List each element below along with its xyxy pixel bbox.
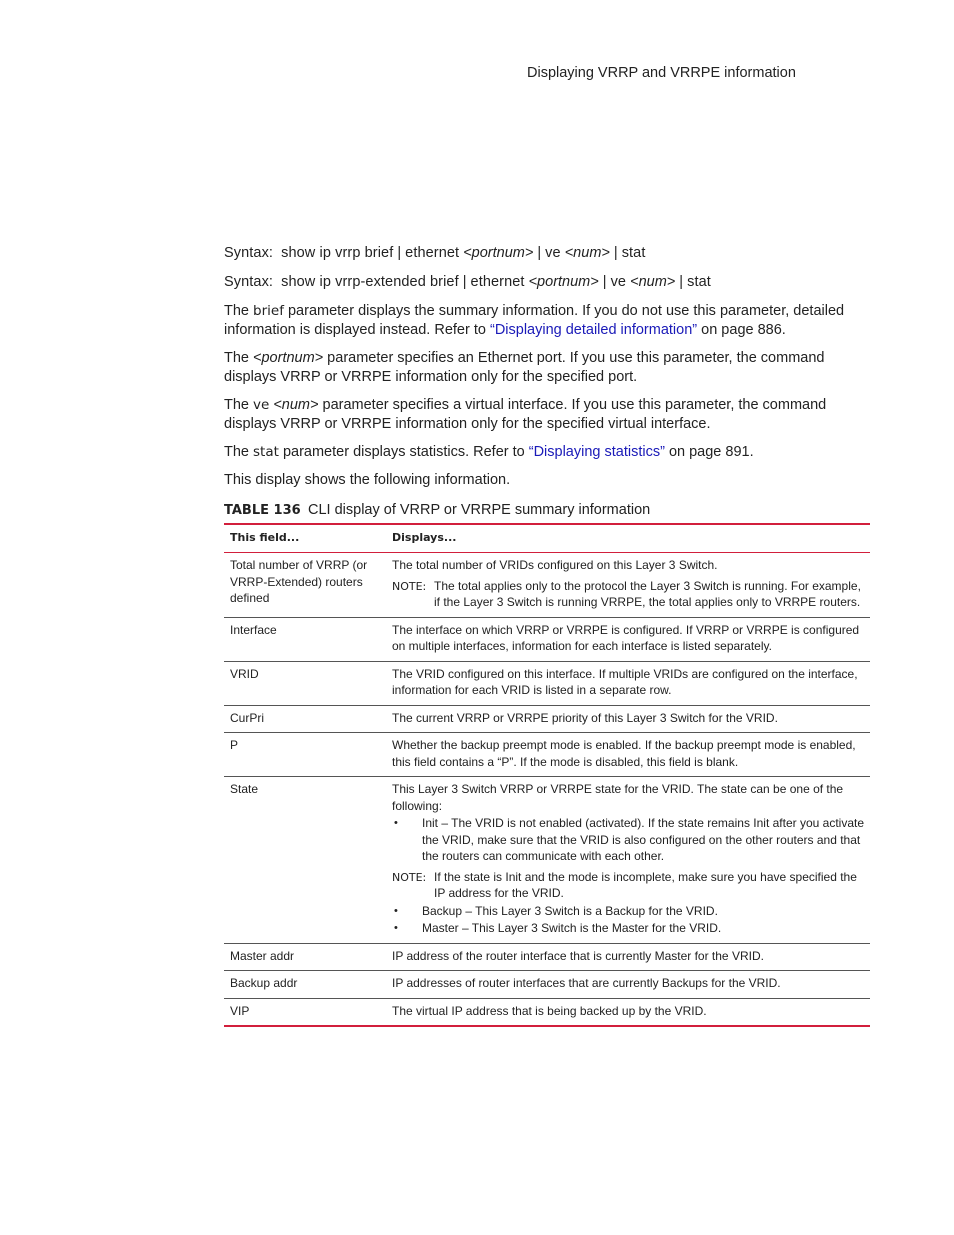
text: The	[224, 397, 254, 413]
link-detailed-information[interactable]: “Displaying detailed information”	[489, 322, 698, 338]
syntax-keyword: ve	[610, 274, 627, 290]
field-name: CurPri	[224, 705, 386, 733]
paragraph-intro: This display shows the following information.	[224, 472, 511, 488]
table-row	[224, 777, 870, 944]
table-row	[224, 971, 870, 999]
note	[392, 869, 864, 902]
bullet-item	[392, 903, 864, 920]
syntax-line-1	[224, 244, 870, 263]
running-header: Displaying VRRP and VRRPE information	[527, 65, 796, 81]
note	[392, 578, 864, 611]
field-description	[386, 777, 870, 944]
table-row	[224, 661, 870, 705]
table-row	[224, 553, 870, 618]
table-row	[224, 998, 870, 1026]
bullet-icon: •	[394, 904, 398, 917]
summary-table	[224, 523, 870, 1027]
table-row	[224, 617, 870, 661]
paragraph-portnum	[224, 349, 870, 387]
syntax-command: show ip vrrp-extended brief	[281, 274, 459, 290]
argument: <num>	[269, 397, 319, 413]
syntax-keyword: ethernet	[470, 274, 525, 290]
table-header-row	[224, 524, 870, 553]
field-description: The virtual IP address that is being backed up by the VRID.	[392, 1003, 707, 1018]
table-number: TABLE 136	[224, 503, 301, 518]
field-description: The VRID configured on this interface. If multiple VRIDs are configured on the interface, information for each VRID is listed in a separate row.	[386, 661, 870, 705]
field-name: VRID	[224, 661, 386, 705]
bullet-icon: •	[394, 922, 398, 934]
syntax-line-2	[224, 273, 870, 292]
table-row	[224, 733, 870, 777]
page-content	[224, 244, 870, 1027]
description-text: This Layer 3 Switch VRRP or VRRPE state for the VRID. The state can be one of the following:	[392, 782, 844, 813]
syntax-separator: |	[675, 274, 688, 290]
note-text: If the state is Init and the mode is incomplete, make sure you have specified the IP address for the VRID.	[434, 869, 857, 900]
argument: <portnum>	[253, 350, 324, 366]
syntax-argument: <num>	[564, 245, 610, 261]
syntax-label: Syntax:	[224, 245, 274, 261]
syntax-keyword: ve	[545, 245, 561, 261]
field-name: Backup addr	[224, 971, 386, 999]
table-caption	[224, 502, 870, 518]
text: The	[224, 444, 254, 460]
field-description: IP addresses of router interfaces that are currently Backups for the VRID.	[386, 971, 870, 999]
text: parameter specifies an Ethernet port. If you use this parameter, the command displays VRRP or VRRPE information only for the specified port.	[224, 350, 825, 385]
syntax-keyword: ethernet	[405, 245, 460, 261]
syntax-keyword: stat	[687, 274, 711, 290]
field-description: The current VRRP or VRRPE priority of this Layer 3 Switch for the VRID.	[386, 705, 870, 733]
syntax-separator: |	[458, 274, 471, 290]
syntax-argument: <portnum>	[463, 245, 534, 261]
text: parameter displays the summary information. If you do not use this parameter, detailed information is displayed instead. Refer to	[224, 303, 845, 338]
paragraph-stat	[224, 443, 870, 462]
column-header-displays: Displays...	[386, 524, 870, 553]
paragraph-brief	[224, 302, 870, 340]
field-name: P	[224, 733, 386, 777]
link-displaying-statistics[interactable]: “Displaying statistics”	[528, 444, 665, 460]
text: The	[224, 303, 254, 319]
text: parameter displays statistics. Refer to	[278, 444, 529, 460]
syntax-separator: |	[609, 245, 622, 261]
table-row	[224, 943, 870, 971]
bullet-icon: •	[394, 817, 398, 829]
field-name: Interface	[224, 617, 386, 661]
syntax-argument: <portnum>	[528, 274, 599, 290]
field-description	[386, 553, 870, 618]
keyword: brief	[253, 303, 284, 319]
column-header-field: This field...	[224, 524, 386, 553]
text: parameter specifies a virtual interface. If you use this parameter, the command displays VRRP or VRRPE information only for the specified virtual interface.	[224, 397, 827, 432]
field-name: VIP	[230, 1003, 250, 1018]
bullet-item	[392, 815, 864, 865]
syntax-keyword: stat	[621, 245, 646, 261]
description-text: The total number of VRIDs configured on this Layer 3 Switch.	[392, 558, 718, 572]
keyword: stat	[253, 444, 279, 460]
bullet-item	[392, 920, 864, 937]
bullet-text: Master – This Layer 3 Switch is the Master for the VRID.	[422, 921, 722, 935]
text: on page 886.	[697, 322, 786, 338]
paragraph-ve	[224, 396, 870, 434]
note-label: NOTE:	[392, 579, 427, 593]
note-text: The total applies only to the protocol the Layer 3 Switch is running. For example, if the Layer 3 Switch is running VRRPE, the total applies only to VRRPE routers.	[434, 578, 861, 609]
bullet-text: Init – The VRID is not enabled (activated). If the state remains Init after you activate the VRID, make sure that the VRID is also configured on the other routers and that the routers can communicate with each other.	[422, 816, 865, 863]
keyword: ve	[253, 397, 270, 413]
syntax-separator: |	[533, 245, 546, 261]
field-name: Master addr	[224, 943, 386, 971]
syntax-command: show ip vrrp brief	[281, 245, 394, 261]
syntax-label: Syntax:	[224, 274, 274, 290]
field-name: State	[224, 777, 386, 944]
syntax-separator: |	[598, 274, 611, 290]
field-description: IP address of the router interface that is currently Master for the VRID.	[386, 943, 870, 971]
syntax-argument: <num>	[630, 274, 676, 290]
table-row	[224, 705, 870, 733]
text: The	[224, 350, 254, 366]
table-title: CLI display of VRRP or VRRPE summary information	[308, 502, 651, 518]
bullet-text: Backup – This Layer 3 Switch is a Backup for the VRID.	[422, 903, 718, 918]
syntax-separator: |	[393, 245, 406, 261]
field-name: Total number of VRRP (or VRRP-Extended) routers defined	[224, 553, 386, 618]
field-description: The interface on which VRRP or VRRPE is configured. If VRRP or VRRPE is configured on multiple interfaces, information for each interface is listed separately.	[386, 617, 870, 661]
text: on page 891.	[664, 444, 754, 460]
field-description: Whether the backup preempt mode is enabled. If the backup preempt mode is enabled, this field contains a “P”. If the mode is disabled, this field is blank.	[386, 733, 870, 777]
note-label: NOTE:	[392, 870, 427, 884]
